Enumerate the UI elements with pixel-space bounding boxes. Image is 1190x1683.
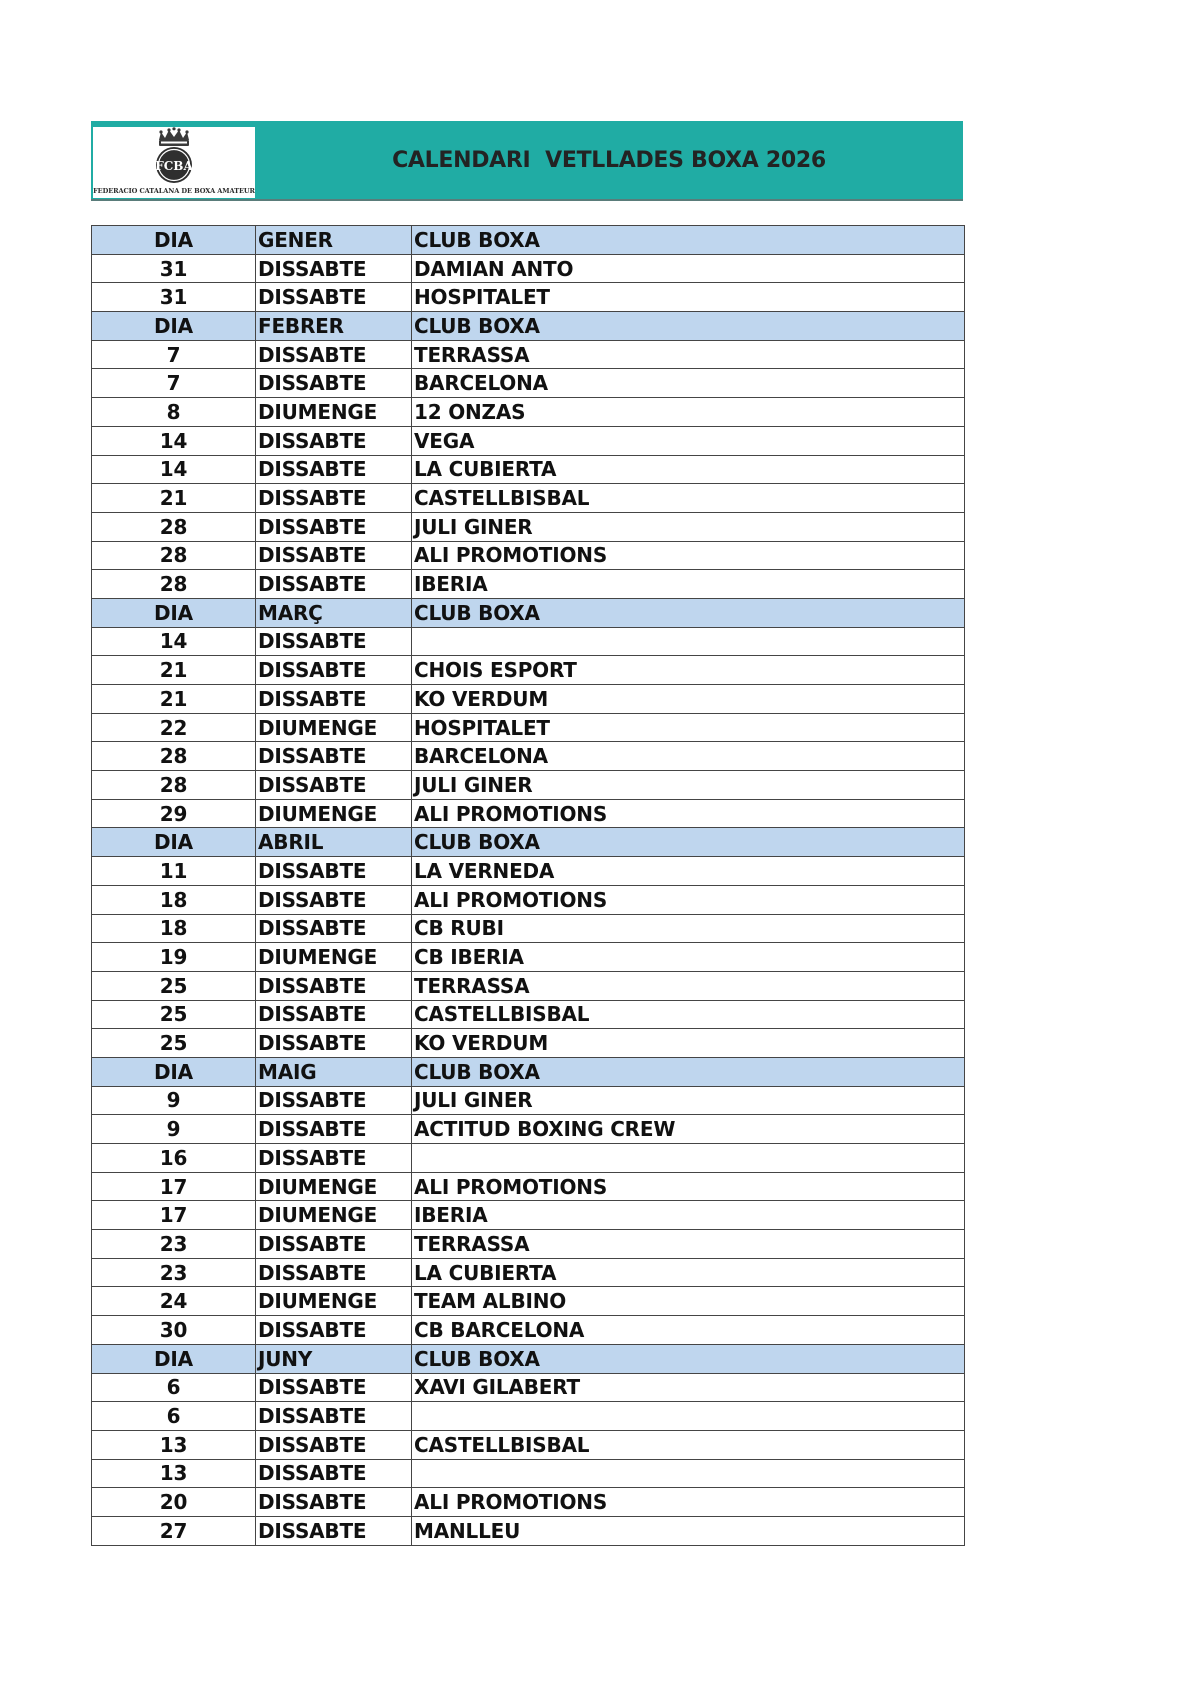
table-row xyxy=(92,627,965,656)
table-row xyxy=(92,685,965,714)
day-cell: 24 xyxy=(92,1287,256,1316)
weekday-cell: ABRIL xyxy=(256,828,412,857)
weekday-cell: JUNY xyxy=(256,1344,412,1373)
club-cell: 12 ONZAS xyxy=(412,398,965,427)
weekday-cell: DISSABTE xyxy=(256,570,412,599)
weekday-cell: DISSABTE xyxy=(256,685,412,714)
day-cell: 13 xyxy=(92,1430,256,1459)
club-cell xyxy=(412,1144,965,1173)
club-cell: CHOIS ESPORT xyxy=(412,656,965,685)
club-cell xyxy=(412,1402,965,1431)
weekday-cell: DIUMENGE xyxy=(256,713,412,742)
weekday-cell: DISSABTE xyxy=(256,283,412,312)
day-cell: 14 xyxy=(92,455,256,484)
weekday-cell: DIUMENGE xyxy=(256,1201,412,1230)
weekday-cell: DISSABTE xyxy=(256,1459,412,1488)
table-row xyxy=(92,771,965,800)
weekday-cell: DISSABTE xyxy=(256,1516,412,1545)
day-cell: DIA xyxy=(92,1057,256,1086)
table-row xyxy=(92,742,965,771)
club-cell: TERRASSA xyxy=(412,340,965,369)
weekday-cell: DISSABTE xyxy=(256,1430,412,1459)
club-cell: ALI PROMOTIONS xyxy=(412,1172,965,1201)
club-cell: CLUB BOXA xyxy=(412,1057,965,1086)
weekday-cell: DISSABTE xyxy=(256,1144,412,1173)
club-cell: LA CUBIERTA xyxy=(412,455,965,484)
weekday-cell: DISSABTE xyxy=(256,1402,412,1431)
calendar-table xyxy=(91,225,965,1546)
weekday-cell: DISSABTE xyxy=(256,1258,412,1287)
weekday-cell: GENER xyxy=(256,226,412,255)
club-cell: KO VERDUM xyxy=(412,1029,965,1058)
table-row xyxy=(92,1402,965,1431)
day-cell: 27 xyxy=(92,1516,256,1545)
weekday-cell: DISSABTE xyxy=(256,1029,412,1058)
day-cell: 22 xyxy=(92,713,256,742)
club-cell: ALI PROMOTIONS xyxy=(412,541,965,570)
weekday-cell: DISSABTE xyxy=(256,1086,412,1115)
weekday-cell: DISSABTE xyxy=(256,885,412,914)
table-row xyxy=(92,1086,965,1115)
weekday-cell: DISSABTE xyxy=(256,340,412,369)
club-cell: CASTELLBISBAL xyxy=(412,484,965,513)
table-row xyxy=(92,1430,965,1459)
weekday-cell: DISSABTE xyxy=(256,1373,412,1402)
club-cell: XAVI GILABERT xyxy=(412,1373,965,1402)
day-cell: 28 xyxy=(92,771,256,800)
club-cell xyxy=(412,627,965,656)
club-cell: CLUB BOXA xyxy=(412,312,965,341)
club-cell xyxy=(412,1459,965,1488)
table-row xyxy=(92,713,965,742)
table-row xyxy=(92,914,965,943)
table-row xyxy=(92,426,965,455)
day-cell: 23 xyxy=(92,1230,256,1259)
table-row xyxy=(92,512,965,541)
day-cell: 21 xyxy=(92,656,256,685)
table-row xyxy=(92,1144,965,1173)
club-cell: VEGA xyxy=(412,426,965,455)
club-cell: ALI PROMOTIONS xyxy=(412,799,965,828)
month-header-row xyxy=(92,598,965,627)
day-cell: 7 xyxy=(92,340,256,369)
day-cell: 30 xyxy=(92,1316,256,1345)
weekday-cell: DISSABTE xyxy=(256,771,412,800)
weekday-cell: DISSABTE xyxy=(256,254,412,283)
weekday-cell: MARÇ xyxy=(256,598,412,627)
month-header-row xyxy=(92,226,965,255)
club-cell: LA CUBIERTA xyxy=(412,1258,965,1287)
day-cell: 25 xyxy=(92,1029,256,1058)
federation-logo xyxy=(93,127,255,198)
weekday-cell: FEBRER xyxy=(256,312,412,341)
club-cell: CLUB BOXA xyxy=(412,828,965,857)
weekday-cell: DISSABTE xyxy=(256,455,412,484)
weekday-cell: DISSABTE xyxy=(256,914,412,943)
weekday-cell: DIUMENGE xyxy=(256,1172,412,1201)
weekday-cell: DISSABTE xyxy=(256,1316,412,1345)
day-cell: 20 xyxy=(92,1488,256,1517)
table-row xyxy=(92,1230,965,1259)
table-row xyxy=(92,857,965,886)
club-cell: CASTELLBISBAL xyxy=(412,1430,965,1459)
day-cell: 28 xyxy=(92,742,256,771)
club-cell: JULI GINER xyxy=(412,1086,965,1115)
club-cell: HOSPITALET xyxy=(412,713,965,742)
club-cell: HOSPITALET xyxy=(412,283,965,312)
month-header-row xyxy=(92,1057,965,1086)
page-title: CALENDARI VETLLADES BOXA 2026 xyxy=(392,148,826,173)
day-cell: 6 xyxy=(92,1402,256,1431)
day-cell: 8 xyxy=(92,398,256,427)
month-header-row xyxy=(92,1344,965,1373)
weekday-cell: DISSABTE xyxy=(256,971,412,1000)
weekday-cell: DISSABTE xyxy=(256,627,412,656)
table-row xyxy=(92,1115,965,1144)
month-header-row xyxy=(92,312,965,341)
day-cell: DIA xyxy=(92,828,256,857)
club-cell: CLUB BOXA xyxy=(412,1344,965,1373)
day-cell: 9 xyxy=(92,1086,256,1115)
day-cell: 14 xyxy=(92,627,256,656)
header-banner xyxy=(91,121,963,201)
table-row xyxy=(92,369,965,398)
day-cell: 21 xyxy=(92,685,256,714)
day-cell: 23 xyxy=(92,1258,256,1287)
weekday-cell: DIUMENGE xyxy=(256,943,412,972)
day-cell: DIA xyxy=(92,312,256,341)
day-cell: 9 xyxy=(92,1115,256,1144)
day-cell: 21 xyxy=(92,484,256,513)
club-cell: CASTELLBISBAL xyxy=(412,1000,965,1029)
club-cell: TERRASSA xyxy=(412,971,965,1000)
day-cell: 31 xyxy=(92,254,256,283)
day-cell: 25 xyxy=(92,1000,256,1029)
table-row xyxy=(92,1516,965,1545)
weekday-cell: DISSABTE xyxy=(256,1115,412,1144)
day-cell: 31 xyxy=(92,283,256,312)
table-row xyxy=(92,1373,965,1402)
weekday-cell: DIUMENGE xyxy=(256,398,412,427)
table-row xyxy=(92,1029,965,1058)
table-row xyxy=(92,656,965,685)
weekday-cell: DISSABTE xyxy=(256,484,412,513)
day-cell: 14 xyxy=(92,426,256,455)
table-row xyxy=(92,943,965,972)
day-cell: 13 xyxy=(92,1459,256,1488)
table-row xyxy=(92,455,965,484)
weekday-cell: DIUMENGE xyxy=(256,799,412,828)
calendar-body xyxy=(92,226,965,1546)
club-cell: BARCELONA xyxy=(412,369,965,398)
table-row xyxy=(92,1000,965,1029)
day-cell: 16 xyxy=(92,1144,256,1173)
club-cell: IBERIA xyxy=(412,570,965,599)
day-cell: 28 xyxy=(92,541,256,570)
table-row xyxy=(92,799,965,828)
weekday-cell: DISSABTE xyxy=(256,1230,412,1259)
day-cell: 29 xyxy=(92,799,256,828)
table-row xyxy=(92,1287,965,1316)
table-row xyxy=(92,885,965,914)
logo-caption: FEDERACIO CATALANA DE BOXA AMATEUR xyxy=(93,187,255,195)
club-cell: LA VERNEDA xyxy=(412,857,965,886)
club-cell: KO VERDUM xyxy=(412,685,965,714)
club-cell: ACTITUD BOXING CREW xyxy=(412,1115,965,1144)
weekday-cell: DISSABTE xyxy=(256,541,412,570)
club-cell: BARCELONA xyxy=(412,742,965,771)
day-cell: 11 xyxy=(92,857,256,886)
weekday-cell: DISSABTE xyxy=(256,742,412,771)
table-row xyxy=(92,1459,965,1488)
table-row xyxy=(92,484,965,513)
club-cell: CB IBERIA xyxy=(412,943,965,972)
weekday-cell: MAIG xyxy=(256,1057,412,1086)
day-cell: 17 xyxy=(92,1172,256,1201)
club-cell: CLUB BOXA xyxy=(412,226,965,255)
day-cell: 28 xyxy=(92,570,256,599)
table-row xyxy=(92,1258,965,1287)
table-row xyxy=(92,1488,965,1517)
club-cell: JULI GINER xyxy=(412,771,965,800)
day-cell: DIA xyxy=(92,226,256,255)
weekday-cell: DISSABTE xyxy=(256,369,412,398)
club-cell: IBERIA xyxy=(412,1201,965,1230)
club-cell: CB BARCELONA xyxy=(412,1316,965,1345)
weekday-cell: DISSABTE xyxy=(256,1488,412,1517)
day-cell: 28 xyxy=(92,512,256,541)
day-cell: DIA xyxy=(92,1344,256,1373)
club-cell: TERRASSA xyxy=(412,1230,965,1259)
weekday-cell: DISSABTE xyxy=(256,512,412,541)
table-row xyxy=(92,1172,965,1201)
club-cell: MANLLEU xyxy=(412,1516,965,1545)
day-cell: 18 xyxy=(92,914,256,943)
month-header-row xyxy=(92,828,965,857)
table-row xyxy=(92,398,965,427)
club-cell: ALI PROMOTIONS xyxy=(412,1488,965,1517)
day-cell: 25 xyxy=(92,971,256,1000)
club-cell: TEAM ALBINO xyxy=(412,1287,965,1316)
logo-monogram: FCBA xyxy=(155,159,193,173)
day-cell: DIA xyxy=(92,598,256,627)
weekday-cell: DISSABTE xyxy=(256,1000,412,1029)
table-row xyxy=(92,1201,965,1230)
day-cell: 19 xyxy=(92,943,256,972)
weekday-cell: DISSABTE xyxy=(256,656,412,685)
table-row xyxy=(92,283,965,312)
club-cell: CB RUBI xyxy=(412,914,965,943)
table-row xyxy=(92,254,965,283)
club-cell: DAMIAN ANTO xyxy=(412,254,965,283)
weekday-cell: DISSABTE xyxy=(256,857,412,886)
club-cell: CLUB BOXA xyxy=(412,598,965,627)
day-cell: 6 xyxy=(92,1373,256,1402)
table-row xyxy=(92,570,965,599)
club-cell: ALI PROMOTIONS xyxy=(412,885,965,914)
day-cell: 18 xyxy=(92,885,256,914)
table-row xyxy=(92,340,965,369)
day-cell: 17 xyxy=(92,1201,256,1230)
table-row xyxy=(92,541,965,570)
table-row xyxy=(92,971,965,1000)
day-cell: 7 xyxy=(92,369,256,398)
weekday-cell: DIUMENGE xyxy=(256,1287,412,1316)
table-row xyxy=(92,1316,965,1345)
club-cell: JULI GINER xyxy=(412,512,965,541)
weekday-cell: DISSABTE xyxy=(256,426,412,455)
